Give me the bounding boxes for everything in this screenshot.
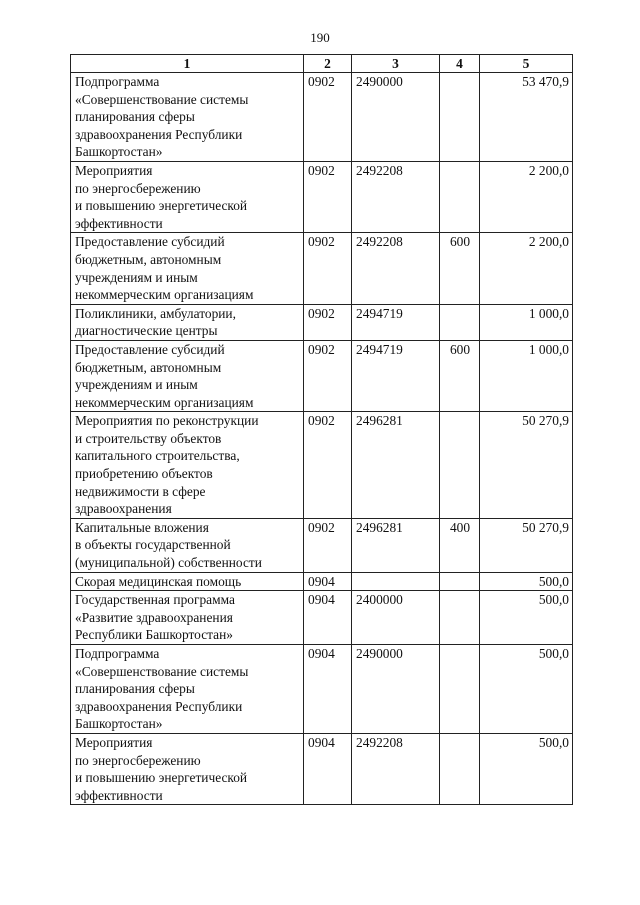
table-row bbox=[71, 518, 573, 572]
budget-table bbox=[70, 54, 573, 805]
expense-type-cell: 600 bbox=[440, 340, 480, 411]
table-row bbox=[71, 572, 573, 591]
expense-type-cell: 400 bbox=[440, 518, 480, 572]
target-article-cell: 2492208 bbox=[352, 733, 440, 804]
target-article-cell: 2492208 bbox=[352, 161, 440, 232]
section-code-cell: 0902 bbox=[304, 161, 352, 232]
row-name-cell: Скорая медицинская помощь bbox=[71, 572, 304, 591]
target-article-cell: 2490000 bbox=[352, 73, 440, 162]
target-article-cell: 2400000 bbox=[352, 591, 440, 645]
column-header-5: 5 bbox=[480, 55, 573, 73]
page-number: 190 bbox=[310, 30, 330, 45]
expense-type-cell bbox=[440, 645, 480, 734]
table-row bbox=[71, 733, 573, 804]
amount-cell: 1 000,0 bbox=[480, 340, 573, 411]
expense-type-cell bbox=[440, 304, 480, 340]
row-name-cell: Подпрограмма «Совершенствование системы планирования сферы здравоохранения Республики Башкортостан» bbox=[71, 645, 304, 734]
section-code-cell: 0902 bbox=[304, 518, 352, 572]
row-name-cell: Предоставление субсидий бюджетным, автономным учреждениям и иным некоммерческим организациям bbox=[71, 340, 304, 411]
amount-cell: 500,0 bbox=[480, 591, 573, 645]
table-row bbox=[71, 73, 573, 162]
section-code-cell: 0902 bbox=[304, 233, 352, 304]
row-name-cell: Государственная программа «Развитие здравоохранения Республики Башкортостан» bbox=[71, 591, 304, 645]
target-article-cell: 2492208 bbox=[352, 233, 440, 304]
target-article-cell: 2494719 bbox=[352, 304, 440, 340]
table-body bbox=[71, 73, 573, 805]
target-article-cell: 2496281 bbox=[352, 412, 440, 519]
amount-cell: 500,0 bbox=[480, 645, 573, 734]
table-row bbox=[71, 645, 573, 734]
amount-cell: 2 200,0 bbox=[480, 233, 573, 304]
section-code-cell: 0902 bbox=[304, 412, 352, 519]
row-name-cell: Предоставление субсидий бюджетным, автономным учреждениям и иным некоммерческим организациям bbox=[71, 233, 304, 304]
row-name-cell: Мероприятия по энергосбережению и повышению энергетической эффективности bbox=[71, 733, 304, 804]
section-code-cell: 0902 bbox=[304, 304, 352, 340]
expense-type-cell bbox=[440, 73, 480, 162]
row-name-cell: Мероприятия по энергосбережению и повышению энергетической эффективности bbox=[71, 161, 304, 232]
column-header-3: 3 bbox=[352, 55, 440, 73]
expense-type-cell bbox=[440, 591, 480, 645]
expense-type-cell bbox=[440, 572, 480, 591]
target-article-cell bbox=[352, 572, 440, 591]
expense-type-cell bbox=[440, 412, 480, 519]
expense-type-cell bbox=[440, 733, 480, 804]
row-name-cell: Мероприятия по реконструкции и строительству объектов капитального строительства, приобретению объектов недвижимости в сфере здравоохранения bbox=[71, 412, 304, 519]
header-row bbox=[71, 55, 573, 73]
table-row bbox=[71, 161, 573, 232]
section-code-cell: 0904 bbox=[304, 645, 352, 734]
section-code-cell: 0902 bbox=[304, 340, 352, 411]
column-header-1: 1 bbox=[71, 55, 304, 73]
table-row bbox=[71, 340, 573, 411]
amount-cell: 1 000,0 bbox=[480, 304, 573, 340]
section-code-cell: 0904 bbox=[304, 733, 352, 804]
table-row bbox=[71, 304, 573, 340]
target-article-cell: 2490000 bbox=[352, 645, 440, 734]
amount-cell: 50 270,9 bbox=[480, 412, 573, 519]
table-row bbox=[71, 591, 573, 645]
expense-type-cell bbox=[440, 161, 480, 232]
amount-cell: 50 270,9 bbox=[480, 518, 573, 572]
section-code-cell: 0902 bbox=[304, 73, 352, 162]
column-header-4: 4 bbox=[440, 55, 480, 73]
amount-cell: 53 470,9 bbox=[480, 73, 573, 162]
row-name-cell: Капитальные вложения в объекты государственной (муниципальной) собственности bbox=[71, 518, 304, 572]
section-code-cell: 0904 bbox=[304, 572, 352, 591]
target-article-cell: 2494719 bbox=[352, 340, 440, 411]
column-header-2: 2 bbox=[304, 55, 352, 73]
section-code-cell: 0904 bbox=[304, 591, 352, 645]
row-name-cell: Поликлиники, амбулатории, диагностические центры bbox=[71, 304, 304, 340]
amount-cell: 500,0 bbox=[480, 733, 573, 804]
table-row bbox=[71, 412, 573, 519]
amount-cell: 500,0 bbox=[480, 572, 573, 591]
target-article-cell: 2496281 bbox=[352, 518, 440, 572]
table-row bbox=[71, 233, 573, 304]
expense-type-cell: 600 bbox=[440, 233, 480, 304]
row-name-cell: Подпрограмма «Совершенствование системы планирования сферы здравоохранения Республики Башкортостан» bbox=[71, 73, 304, 162]
amount-cell: 2 200,0 bbox=[480, 161, 573, 232]
